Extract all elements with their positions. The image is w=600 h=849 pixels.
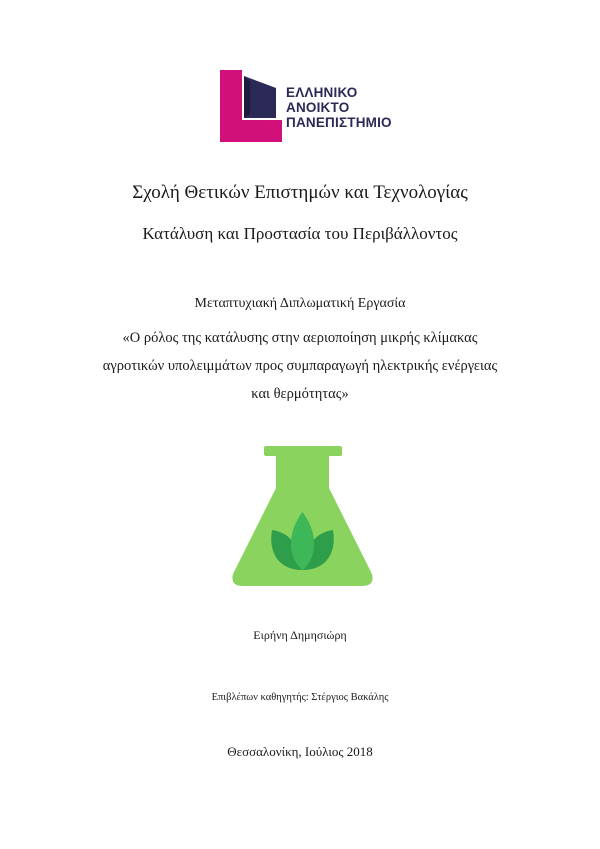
supervisor: Επιβλέπων καθηγητής: Στέργιος Βακάλης [211, 692, 389, 703]
school-name: Σχολή Θετικών Επιστημών και Τεχνολογίας [132, 182, 468, 203]
place-date: Θεσσαλονίκη, Ιούλιος 2018 [227, 744, 373, 759]
university-logo [220, 70, 410, 144]
university-name-line1: ΕΛΛΗΝΙΚΟ [286, 85, 358, 100]
program-name: Κατάλυση και Προστασία του Περιβάλλοντος [142, 224, 458, 243]
university-name [286, 85, 392, 130]
author-name: Ειρήνη Δημησιώρη [253, 628, 347, 642]
university-logo-icon [220, 70, 282, 142]
thesis-type: Μεταπτυχιακή Διπλωματική Εργασία [194, 296, 406, 311]
university-name-line3: ΠΑΝΕΠΙΣΤΗΜΙΟ [286, 115, 392, 130]
university-name-line2: ΑΝΟΙΚΤΟ [286, 100, 350, 115]
thesis-title-line-3: και θερμότητας» [251, 386, 349, 402]
thesis-title-line-2: αγροτικών υπολειμμάτων προς συμπαραγωγή ηλεκτρικής ενέργειας [102, 358, 498, 374]
flask-with-leaves-icon [230, 446, 375, 588]
thesis-title-line-1: «Ο ρόλος της κατάλυσης στην αεριοποίηση μικρής κλίμακας [122, 330, 478, 346]
